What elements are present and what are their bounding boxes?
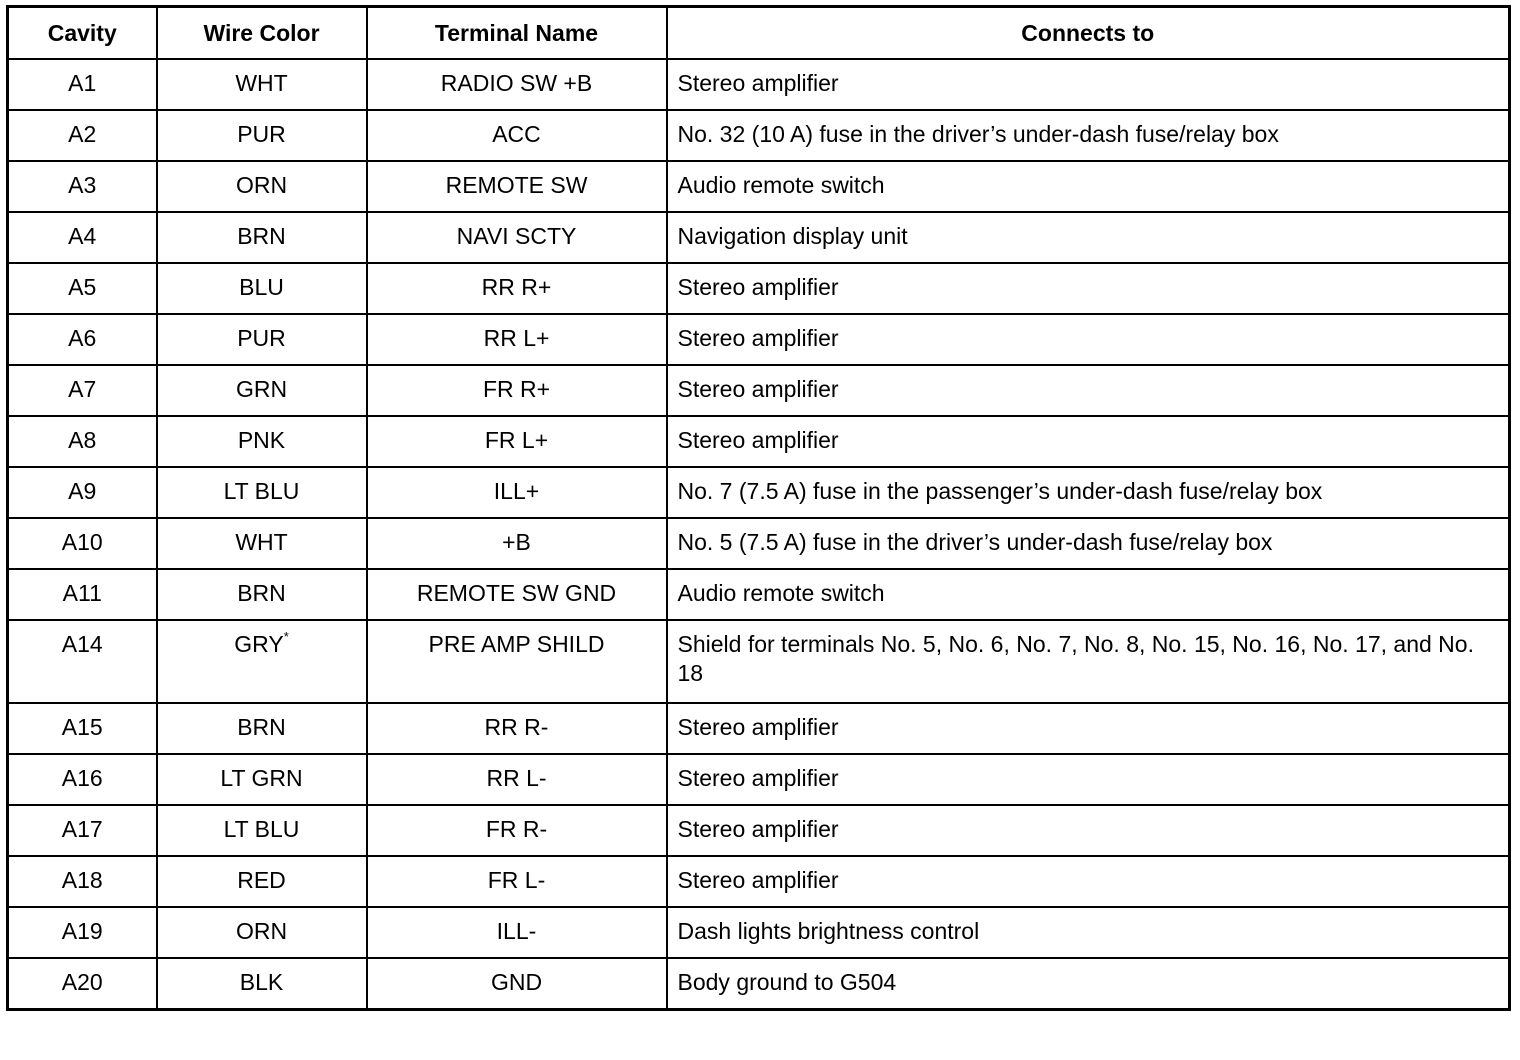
cell-connects-to: No. 5 (7.5 A) fuse in the driver’s under-dash fuse/relay box xyxy=(667,518,1510,569)
table-row xyxy=(8,365,1510,416)
table-row xyxy=(8,416,1510,467)
cell-cavity: A3 xyxy=(8,161,157,212)
cell-wire-color: ORN xyxy=(157,161,367,212)
cell-cavity: A4 xyxy=(8,212,157,263)
cell-connects-to: Audio remote switch xyxy=(667,569,1510,620)
cell-terminal-name: RR R+ xyxy=(367,263,667,314)
cell-wire-color: RED xyxy=(157,856,367,907)
connector-pinout-table-container xyxy=(6,5,1508,1011)
cell-cavity: A1 xyxy=(8,59,157,110)
cell-terminal-name: NAVI SCTY xyxy=(367,212,667,263)
cell-connects-to: Shield for terminals No. 5, No. 6, No. 7, No. 8, No. 15, No. 16, No. 17, and No. 18 xyxy=(667,620,1510,703)
cell-cavity: A5 xyxy=(8,263,157,314)
cell-cavity: A2 xyxy=(8,110,157,161)
header-terminal-name: Terminal Name xyxy=(367,7,667,60)
table-row xyxy=(8,212,1510,263)
cell-wire-color: LT GRN xyxy=(157,754,367,805)
cell-wire-color: PNK xyxy=(157,416,367,467)
table-row xyxy=(8,958,1510,1009)
cell-terminal-name: ILL+ xyxy=(367,467,667,518)
table-row xyxy=(8,161,1510,212)
cell-connects-to: Stereo amplifier xyxy=(667,314,1510,365)
cell-terminal-name: FR L- xyxy=(367,856,667,907)
cell-connects-to: Stereo amplifier xyxy=(667,365,1510,416)
cell-cavity: A10 xyxy=(8,518,157,569)
cell-wire-color: ORN xyxy=(157,907,367,958)
table-row xyxy=(8,856,1510,907)
table-header-row xyxy=(8,7,1510,60)
cell-wire-color: PUR xyxy=(157,314,367,365)
table-row xyxy=(8,467,1510,518)
cell-cavity: A17 xyxy=(8,805,157,856)
cell-wire-color: GRN xyxy=(157,365,367,416)
cell-cavity: A7 xyxy=(8,365,157,416)
table-row xyxy=(8,110,1510,161)
table-row xyxy=(8,805,1510,856)
connector-pinout-table xyxy=(6,5,1511,1011)
cell-connects-to: No. 7 (7.5 A) fuse in the passenger’s under-dash fuse/relay box xyxy=(667,467,1510,518)
cell-wire-color: LT BLU xyxy=(157,805,367,856)
cell-terminal-name: PRE AMP SHILD xyxy=(367,620,667,703)
cell-connects-to: Stereo amplifier xyxy=(667,856,1510,907)
cell-connects-to: Dash lights brightness control xyxy=(667,907,1510,958)
cell-wire-color: WHT xyxy=(157,59,367,110)
cell-terminal-name: GND xyxy=(367,958,667,1009)
cell-terminal-name: RR R- xyxy=(367,703,667,754)
cell-connects-to: Stereo amplifier xyxy=(667,805,1510,856)
table-row xyxy=(8,569,1510,620)
table-row xyxy=(8,314,1510,365)
cell-wire-color: PUR xyxy=(157,110,367,161)
header-connects-to: Connects to xyxy=(667,7,1510,60)
cell-cavity: A15 xyxy=(8,703,157,754)
cell-terminal-name: REMOTE SW xyxy=(367,161,667,212)
cell-terminal-name: RADIO SW +B xyxy=(367,59,667,110)
table-row xyxy=(8,518,1510,569)
cell-connects-to: Stereo amplifier xyxy=(667,263,1510,314)
cell-cavity: A8 xyxy=(8,416,157,467)
cell-wire-color: BLU xyxy=(157,263,367,314)
table-row xyxy=(8,620,1510,703)
table-row xyxy=(8,263,1510,314)
cell-connects-to: Stereo amplifier xyxy=(667,754,1510,805)
cell-connects-to: Stereo amplifier xyxy=(667,59,1510,110)
cell-cavity: A6 xyxy=(8,314,157,365)
cell-cavity: A14 xyxy=(8,620,157,703)
cell-cavity: A18 xyxy=(8,856,157,907)
cell-wire-color: BRN xyxy=(157,703,367,754)
cell-wire-color: LT BLU xyxy=(157,467,367,518)
cell-terminal-name: FR R- xyxy=(367,805,667,856)
cell-terminal-name: ACC xyxy=(367,110,667,161)
table-row xyxy=(8,907,1510,958)
header-wire-color: Wire Color xyxy=(157,7,367,60)
header-cavity: Cavity xyxy=(8,7,157,60)
cell-cavity: A9 xyxy=(8,467,157,518)
cell-terminal-name: FR L+ xyxy=(367,416,667,467)
cell-terminal-name: FR R+ xyxy=(367,365,667,416)
cell-terminal-name: RR L+ xyxy=(367,314,667,365)
cell-connects-to: No. 32 (10 A) fuse in the driver’s under-dash fuse/relay box xyxy=(667,110,1510,161)
cell-wire-color xyxy=(157,620,367,703)
cell-cavity: A19 xyxy=(8,907,157,958)
table-row xyxy=(8,703,1510,754)
cell-wire-color: WHT xyxy=(157,518,367,569)
cell-terminal-name: ILL- xyxy=(367,907,667,958)
cell-wire-color: BRN xyxy=(157,212,367,263)
cell-wire-color: BLK xyxy=(157,958,367,1009)
cell-terminal-name: RR L- xyxy=(367,754,667,805)
cell-wire-color: BRN xyxy=(157,569,367,620)
cell-connects-to: Body ground to G504 xyxy=(667,958,1510,1009)
wire-color-text: GRY xyxy=(234,631,284,657)
cell-terminal-name: REMOTE SW GND xyxy=(367,569,667,620)
cell-cavity: A20 xyxy=(8,958,157,1009)
footnote-mark: * xyxy=(283,629,289,644)
cell-connects-to: Navigation display unit xyxy=(667,212,1510,263)
table-row xyxy=(8,754,1510,805)
cell-terminal-name: +B xyxy=(367,518,667,569)
cell-cavity: A11 xyxy=(8,569,157,620)
cell-connects-to: Audio remote switch xyxy=(667,161,1510,212)
table-row xyxy=(8,59,1510,110)
cell-connects-to: Stereo amplifier xyxy=(667,703,1510,754)
cell-connects-to: Stereo amplifier xyxy=(667,416,1510,467)
cell-cavity: A16 xyxy=(8,754,157,805)
